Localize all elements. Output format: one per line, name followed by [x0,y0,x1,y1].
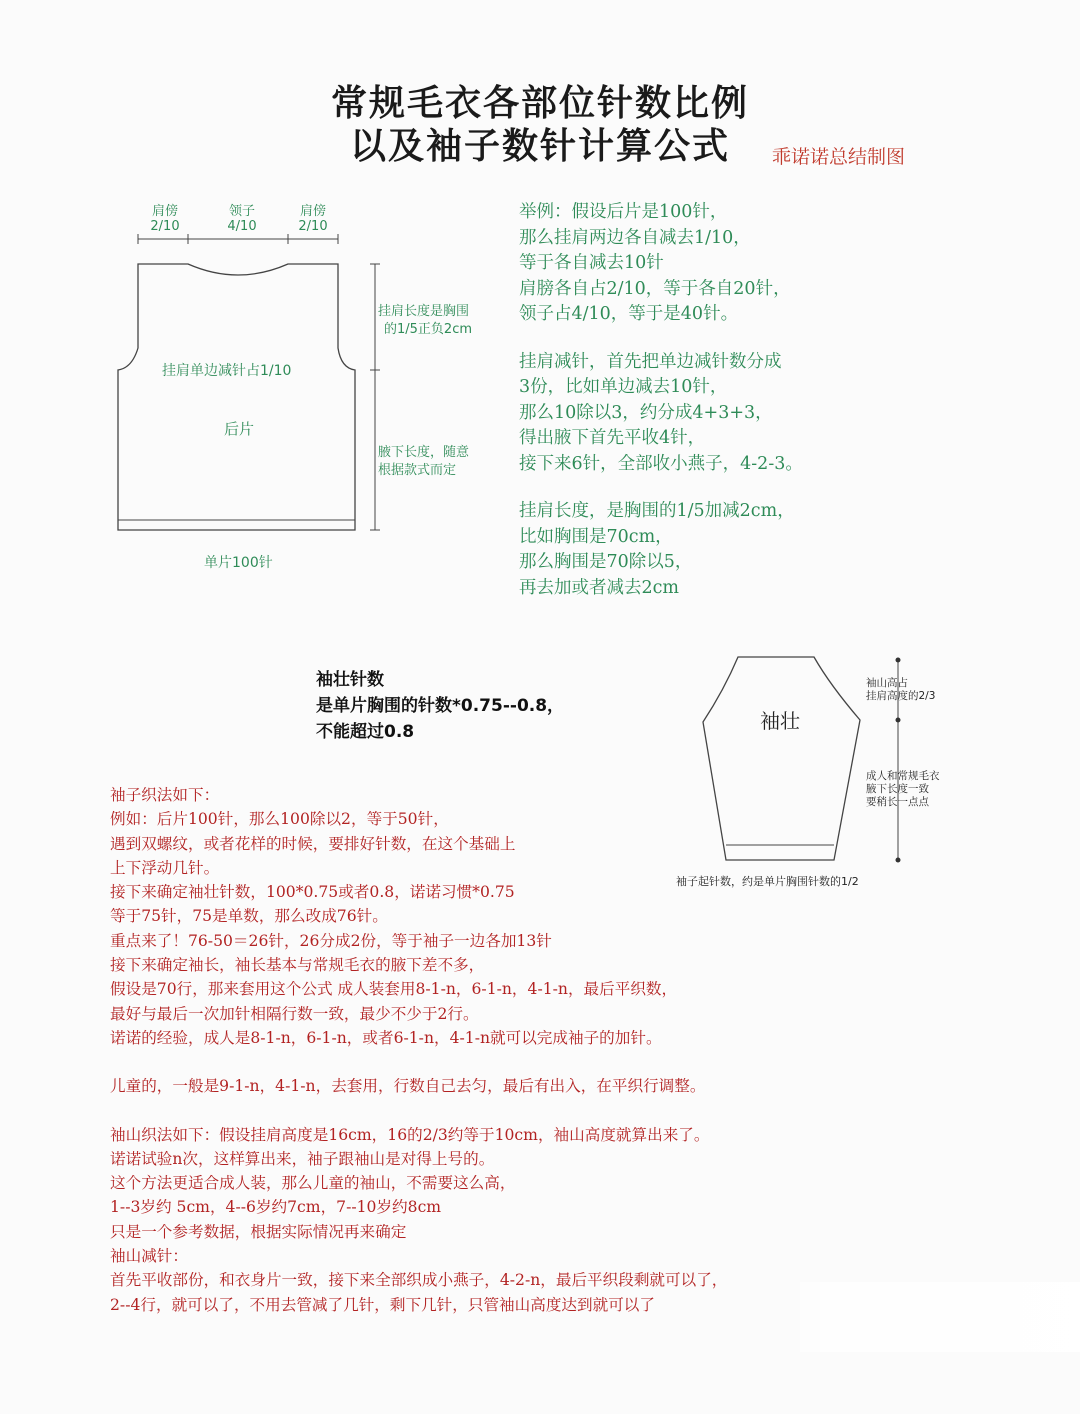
armhole-length-note: 挂肩长度是胸围 的1/5正负2cm [378,304,473,337]
back-piece-label: 后片 [224,420,255,438]
piece-width-label: 单片100针 [204,555,273,571]
back-piece-outline [118,264,355,530]
sleeve-cast-on-note: 袖子起针数，约是单片胸围针数的1/2 [676,875,859,888]
page-title-line1: 常规毛衣各部位针数比例 [330,83,749,124]
page-title-line2: 以及袖子数针计算公式 [349,126,730,167]
underarm-length-note: 腋下长度，随意 根据款式而定 [378,445,470,478]
watermark-overlay [800,1282,1080,1352]
sleeve-length-note: 成人和常规毛衣 腋下长度一致 要稍长一点点 [866,770,940,808]
example-explanation: 举例：假设后片是100针， 那么挂肩两边各自减去1/10， 等于各自减去10针 肩膀各自占2/10，等于各自20针， 领子占4/10，等于是40针。 挂肩减针，首先把单边减针数分成 3份，比如单边减去10针， 那么10除以3，约分成4+3+3， 得出腋下首先平收4针， 接下来6针，全部收小燕子，4-2-3。 挂肩长度，是胸围的1/5加减2cm， 比如胸围是70cm， 那么胸围是70除以5， 再去加或者减去2cm [519,202,803,598]
sleeve-width-label: 袖壮 [760,709,800,733]
sleeve-instructions: 袖子织法如下： 例如：后片100针，那么100除以2，等于50针， 遇到双螺纹，或者花样的时候，要排好针数，在这个基础上 上下浮动几针。 接下来确定袖壮针数，100*0.75或者0.8，诺诺习惯*0.75 等于75针，75是单数，那么改成76针。 重点来了！76-50＝26针，26分成2份，等于袖子一边各加13针 接下来确定袖长，袖长基本与常规毛衣的腋下差不多， 假设是70行，那来套用这个公式 成人装套用8-1-n，6-1-n，4-1-n，最后平织数， 最好与最后一次加针相隔行数一致，最少不少于2行。 诺诺的经验，成人是8-1-n，6-1-n，或者6-1-n，4-1-n就可以完成袖子的加针。 儿童的，一般是9-1-n，4-1-n，去套用，行数自己去匀，最后有出入，在平织行调整。 袖山织法如下：假设挂肩高度是16cm，16的2/3约等于10cm，袖山高度就算出来了。 诺诺试验n次，这样算出来，袖子跟袖山是对得上号的。 这个方法更适合成人装，那么儿童的袖山，不需要这么高， 1--3岁约 5cm，4--6岁约7cm，7--10岁约8cm 只是一个参考数据，根据实际情况再来确定 袖山减针： 首先平收部份，和衣身片一致，接下来全部织成小燕子，4-2-n，最后平织段剩就可以了， 2--4行，就可以了，不用去管减了几针，剩下几针，只管袖山高度达到就可以了 [110,786,728,1314]
sleeve-cap-note: 袖山高占 挂肩高度的2/3 [866,677,936,702]
label-shoulder-left: 肩傍 2/10 [150,204,180,234]
sleeve-width-formula: 袖壮针数 是单片胸围的针数*0.75--0.8， 不能超过0.8 [316,670,565,742]
back-piece-diagram [100,230,390,550]
author-signature: 乖诺诺总结制图 [772,146,906,168]
label-shoulder-right: 肩傍 2/10 [298,204,328,234]
label-neck: 领子 4/10 [227,204,257,234]
shoulder-decrease-label: 挂肩单边减针占1/10 [162,363,292,379]
